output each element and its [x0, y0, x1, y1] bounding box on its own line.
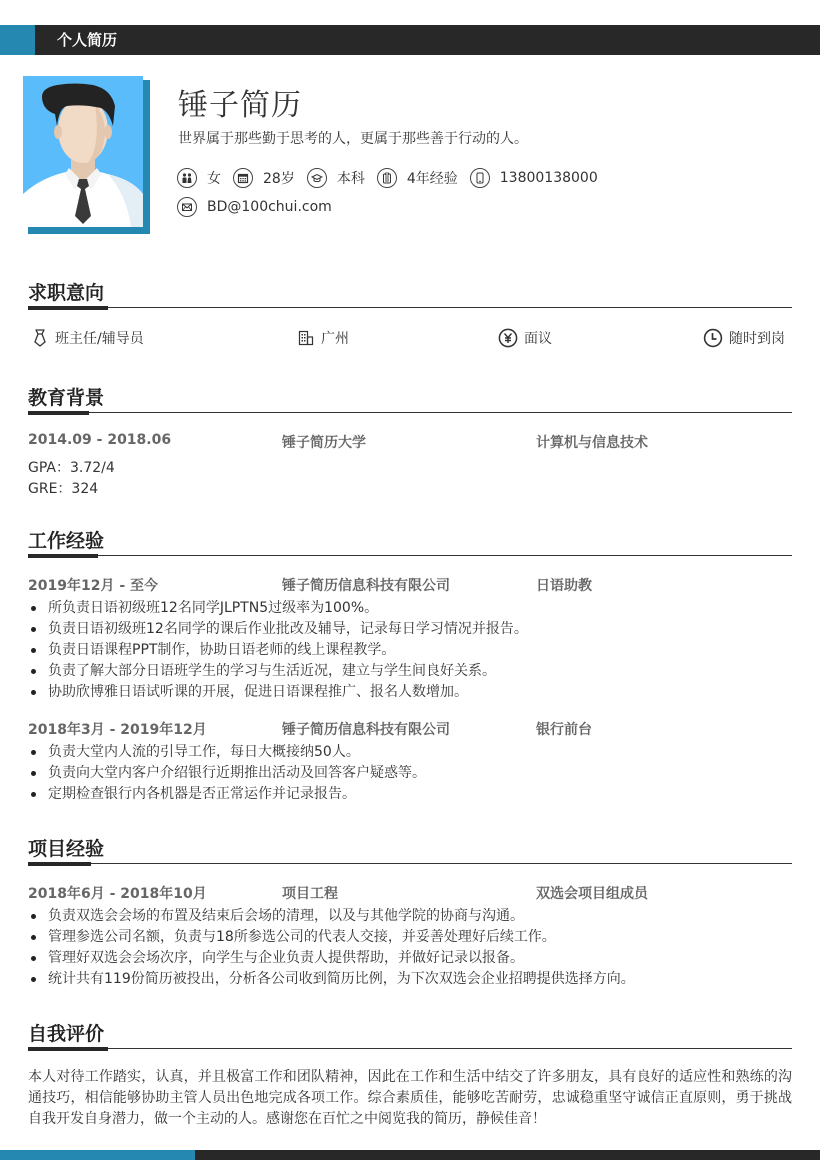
- footer-accent: [0, 1150, 195, 1160]
- list-item: 负责日语初级班12名同学的课后作业批改及辅导，记录每日学习情况并报告。: [28, 619, 792, 640]
- section-title: 工作经验: [28, 530, 105, 552]
- candidate-name: 锤子简历: [178, 88, 302, 123]
- avatar: [23, 76, 143, 227]
- list-item: 统计共有119份简历被投出，分析各公司收到简历比例，为下次双选会企业招聘提供选择方向。: [28, 969, 792, 990]
- section-title: 项目经验: [28, 838, 105, 860]
- project-name: 项目工程: [282, 886, 338, 902]
- work-entry-header: [28, 575, 792, 595]
- age-value: 28岁: [263, 171, 295, 187]
- work-duties-list: [28, 598, 792, 703]
- person-avatar-icon: [23, 76, 143, 227]
- graduation-cap-icon: [307, 168, 327, 188]
- intent-position: [31, 328, 144, 348]
- section-header-self-eval: [28, 1019, 792, 1049]
- section-header-education: [28, 383, 792, 413]
- intent-availability-value: 随时到岗: [729, 331, 785, 347]
- section-title: 自我评价: [28, 1023, 105, 1045]
- list-item: 负责向大堂内客户介绍银行近期推出活动及回答客户疑惑等。: [28, 763, 792, 784]
- section-title-underline: [28, 411, 89, 415]
- education-gpa: GPA：3.72/4: [28, 460, 115, 476]
- work-role: 银行前台: [536, 722, 592, 738]
- phone-value[interactable]: 13800138000: [499, 170, 598, 186]
- intent-city: [297, 328, 349, 348]
- building-icon: [297, 329, 315, 347]
- project-duties-list: [28, 906, 792, 990]
- section-header-work: [28, 526, 792, 556]
- intent-salary-value: 面议: [524, 331, 552, 347]
- intent-position-value: 班主任/辅导员: [55, 331, 144, 347]
- phone-icon: [470, 168, 490, 188]
- section-header-intent: [28, 278, 792, 308]
- clock-icon: [703, 328, 723, 348]
- work-period: 2018年3月 - 2019年12月: [28, 722, 207, 738]
- calendar-icon: [233, 168, 253, 188]
- header-accent: [0, 25, 35, 55]
- education-entry-header: [28, 432, 792, 452]
- section-header-project: [28, 834, 792, 864]
- self-evaluation-text: 本人对待工作踏实，认真，并且极富工作和团队精神，因此在工作和生活中结交了许多朋友，具有良好的适应性和熟练的沟通技巧，相信能够协助主管人员出色地完成各项工作。综合素质佳，能够吃苦耐劳，忠诚稳重坚守诚信正直原则，勇于挑战自我开发自身潜力，做一个主动的人。感谢您在百忙之中阅览我的简历，静候佳音！: [28, 1069, 792, 1127]
- project-period: 2018年6月 - 2018年10月: [28, 886, 207, 902]
- candidate-motto: 世界属于那些勤于思考的人，更属于那些善于行动的人。: [178, 131, 528, 147]
- work-duties-list: [28, 742, 792, 805]
- list-item: 协助欣博雅日语试听课的开展，促进日语课程推广、报名人数增加。: [28, 682, 792, 703]
- intent-salary: [498, 328, 552, 348]
- info-phone: [470, 168, 598, 188]
- info-email: [177, 197, 332, 217]
- section-title: 教育背景: [28, 387, 105, 409]
- list-item: 负责双选会会场的布置及结束后会场的清理，以及与其他学院的协商与沟通。: [28, 906, 792, 927]
- yuan-icon: [498, 328, 518, 348]
- degree-value: 本科: [336, 171, 365, 187]
- education-gre: GRE：324: [28, 481, 99, 497]
- work-entry-header: [28, 719, 792, 739]
- list-item: 负责了解大部分日语班学生的学习与生活近况，建立与学生间良好关系。: [28, 661, 792, 682]
- list-item: 负责大堂内人流的引导工作，每日大概接纳50人。: [28, 742, 792, 763]
- education-period: 2014.09 - 2018.06: [28, 432, 172, 448]
- gender-value: 女: [207, 171, 221, 187]
- list-item: 所负责日语初级班12名同学JLPTN5过级率为100%。: [28, 598, 792, 619]
- info-gender: [177, 168, 221, 188]
- education-major: 计算机与信息技术: [536, 435, 648, 451]
- clipboard-icon: [377, 168, 397, 188]
- list-item: 管理参选公司名额，负责与18所参选公司的代表人交接，并妥善处理好后续工作。: [28, 927, 792, 948]
- work-period: 2019年12月 - 至今: [28, 578, 159, 594]
- mail-icon: [177, 197, 197, 217]
- work-company: 锤子简历信息科技有限公司: [282, 722, 450, 738]
- section-title-underline: [28, 306, 108, 310]
- work-role: 日语助教: [536, 578, 592, 594]
- gender-icon: [177, 168, 197, 188]
- intent-availability: [703, 328, 785, 348]
- section-title: 求职意向: [28, 282, 105, 304]
- list-item: 负责日语课程PPT制作，协助日语老师的线上课程教学。: [28, 640, 792, 661]
- basic-info-row: [177, 168, 610, 188]
- section-title-underline: [28, 862, 91, 866]
- project-role: 双选会项目组成员: [536, 886, 648, 902]
- work-company: 锤子简历信息科技有限公司: [282, 578, 450, 594]
- project-entry-header: [28, 883, 792, 903]
- footer-bar: [0, 1150, 820, 1160]
- info-degree: [307, 168, 365, 188]
- header-bar: [0, 25, 820, 55]
- experience-value: 4年经验: [406, 171, 458, 187]
- email-value[interactable]: BD@100chui.com: [207, 199, 332, 215]
- list-item: 定期检查银行内各机器是否正常运作并记录报告。: [28, 784, 792, 805]
- info-age: [233, 168, 295, 188]
- contact-info-row: [177, 197, 344, 217]
- section-title-underline: [28, 554, 98, 558]
- education-school: 锤子简历大学: [282, 435, 366, 451]
- intent-city-value: 广州: [321, 331, 349, 347]
- info-experience: [377, 168, 458, 188]
- section-title-underline: [28, 1047, 108, 1051]
- document-title: 个人简历: [57, 31, 118, 49]
- list-item: 管理好双选会会场次序，向学生与企业负责人提供帮助，并做好记录以报备。: [28, 948, 792, 969]
- tie-icon: [31, 329, 49, 347]
